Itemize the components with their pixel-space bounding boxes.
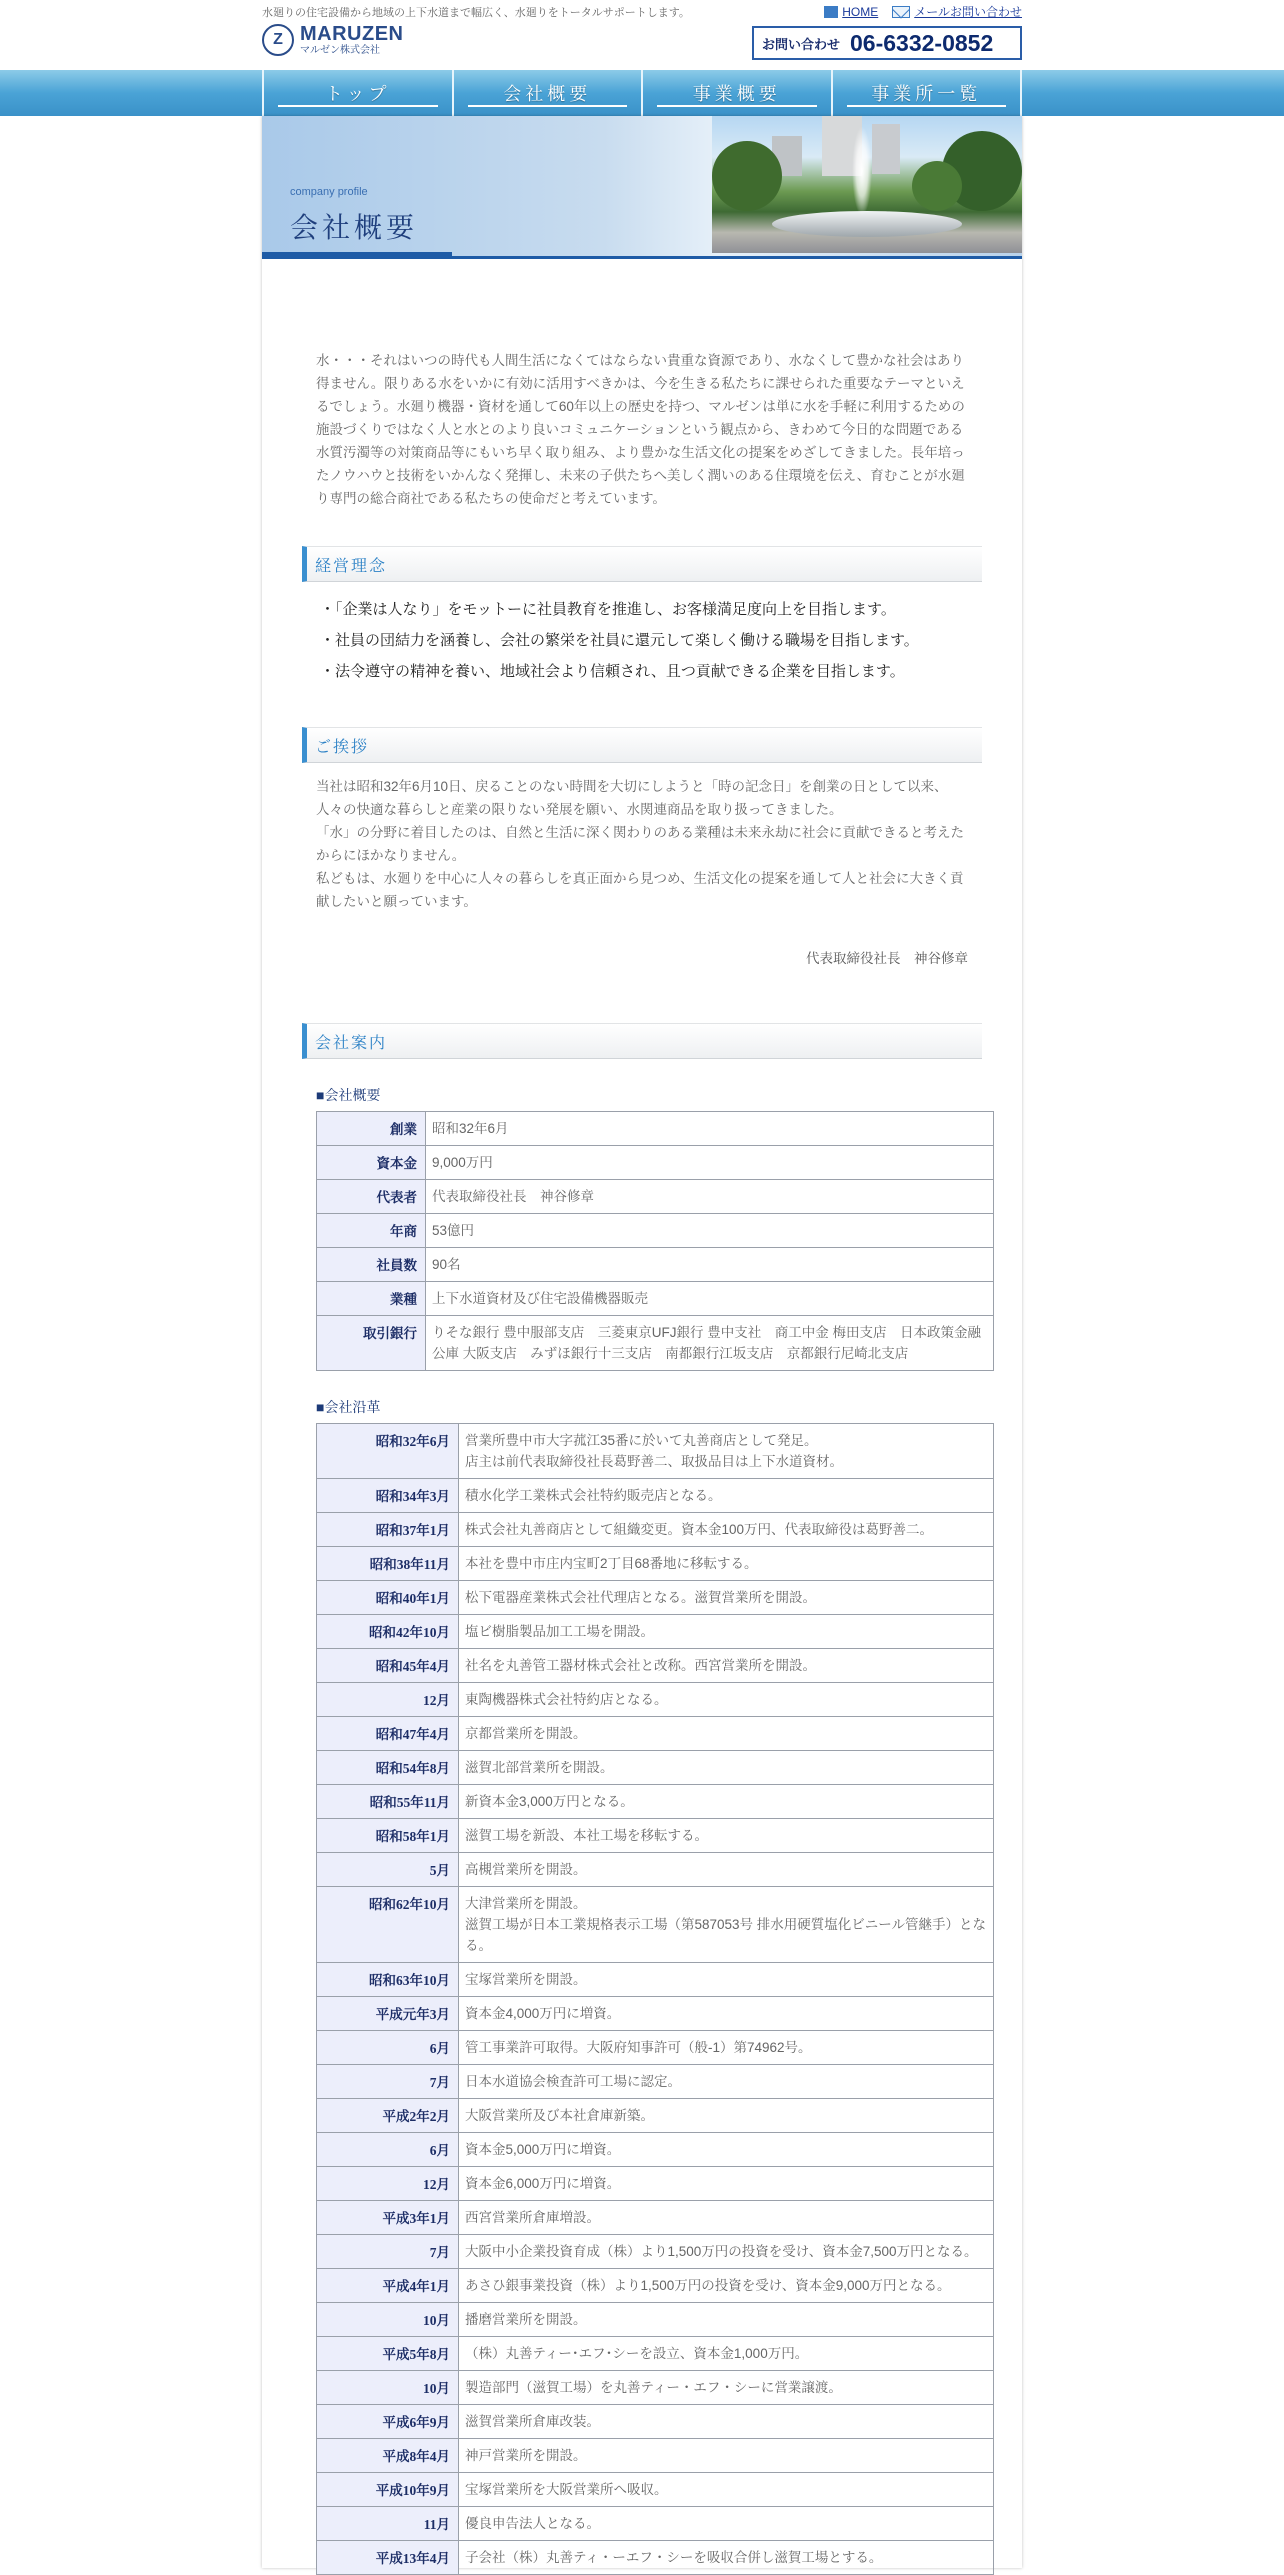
hero-banner [262, 116, 1022, 259]
table-row [317, 1751, 994, 1785]
row-value: 積水化学工業株式会社特約販売店となる。 [459, 1479, 994, 1513]
row-value: 9,000万円 [426, 1146, 994, 1180]
row-value: 資本金4,000万円に増資。 [459, 1997, 994, 2031]
tel-number: 06-6332-0852 [850, 29, 994, 56]
row-value: 優良申告法人となる。 [459, 2507, 994, 2541]
row-value: 松下電器産業株式会社代理店となる。滋賀営業所を開設。 [459, 1581, 994, 1615]
table-row [317, 2541, 994, 2575]
history-title: ■会社沿革 [316, 1399, 381, 1415]
logo-name-en: MARUZEN [300, 23, 404, 45]
greeting-paragraph: 私どもは、水廻りを中心に人々の暮らしを真正面から見つめ、生活文化の提案を通して人と社会に大きく貢献したいと願っています。 [316, 871, 964, 909]
mail-link-label: メールお問い合わせ [914, 5, 1022, 19]
table-row [317, 1853, 994, 1887]
global-nav-inner [262, 70, 1022, 116]
row-label: 平成13年4月 [317, 2541, 459, 2575]
row-label: 昭和34年3月 [317, 1479, 459, 1513]
row-value: 播磨営業所を開設。 [459, 2303, 994, 2337]
row-value: 大津営業所を開設。 滋賀工場が日本工業規格表示工場（第587053号 排水用硬質塩化ビニール管継手）となる。 [459, 1887, 994, 1963]
row-label: 昭和54年8月 [317, 1751, 459, 1785]
row-label: 10月 [317, 2303, 459, 2337]
table-row [317, 2099, 994, 2133]
row-label: 昭和63年10月 [317, 1963, 459, 1997]
row-value: 社名を丸善管工器材株式会社と改称。西宮営業所を開設。 [459, 1649, 994, 1683]
table-row [317, 2507, 994, 2541]
row-value: 90名 [426, 1248, 994, 1282]
table-row [317, 1316, 994, 1371]
table-row [317, 2235, 994, 2269]
row-label: 代表者 [317, 1180, 426, 1214]
history-table [316, 1423, 994, 2575]
row-label: 11月 [317, 2507, 459, 2541]
row-label: 平成8年4月 [317, 2439, 459, 2473]
table-row [317, 2167, 994, 2201]
table-row [317, 1424, 994, 1479]
row-value: あさひ銀事業投資（株）より1,500万円の投資を受け、資本金9,000万円となる。 [459, 2269, 994, 2303]
row-value: 京都営業所を開設。 [459, 1717, 994, 1751]
row-label: 昭和32年6月 [317, 1424, 459, 1479]
table-row [317, 1146, 994, 1180]
section-heading-company: 会社案内 [302, 1023, 982, 1059]
row-label: 業種 [317, 1282, 426, 1316]
row-value: 代表取締役社長 神谷修章 [426, 1180, 994, 1214]
row-value: 滋賀北部営業所を開設。 [459, 1751, 994, 1785]
row-value: 本社を豊中市庄内宝町2丁目68番地に移転する。 [459, 1547, 994, 1581]
table-row [317, 1180, 994, 1214]
table-row [317, 1248, 994, 1282]
row-value: 資本金5,000万円に増資。 [459, 2133, 994, 2167]
row-value: 上下水道資材及び住宅設備機器販売 [426, 1282, 994, 1316]
mail-icon [892, 6, 910, 18]
row-value: 資本金6,000万円に増資。 [459, 2167, 994, 2201]
table-row [317, 1581, 994, 1615]
top-links [824, 3, 1022, 20]
table-row [317, 2031, 994, 2065]
row-label: 7月 [317, 2065, 459, 2099]
row-label: 資本金 [317, 1146, 426, 1180]
row-value: 管工事業許可取得。大阪府知事許可（般-1）第74962号。 [459, 2031, 994, 2065]
row-label: 昭和47年4月 [317, 1717, 459, 1751]
nav-item-business[interactable]: 事業概要 [641, 70, 831, 116]
table-row [317, 2269, 994, 2303]
logo-mark-icon: Z [262, 24, 294, 56]
logo-text [300, 24, 404, 56]
row-label: 6月 [317, 2031, 459, 2065]
home-link-label: HOME [842, 4, 879, 19]
site-tagline: 水廻りの住宅設備から地域の上下水道まで幅広く、水廻りをトータルサポートします。 [262, 7, 690, 19]
table-row [317, 1717, 994, 1751]
row-value: 滋賀工場を新設、本社工場を移転する。 [459, 1819, 994, 1853]
row-value: 滋賀営業所倉庫改装。 [459, 2405, 994, 2439]
greeting-paragraph: 当社は昭和32年6月10日、戻ることのない時間を大切にしようと「時の記念日」を創業の日として以来、人々の快適な暮らしと産業の限りない発展を願い、水関連商品を取り扱ってきました。 [316, 779, 948, 817]
fountain-photo [712, 116, 1022, 253]
table-row [317, 1997, 994, 2031]
intro-text: 水・・・それはいつの時代も人間生活になくてはならない貴重な資源であり、水なくして豊かな社会はあり得ません。限りある水をいかに有効に活用すべきかは、今を生きる私たちに課せられた重要なテーマといえるでしょう。水廻り機器・資材を通して60年以上の歴史を持つ、マルゼンは単に水を手軽に利用するための施設づくりではなく人と水とのより良いコミュニケーションという観点から、きわめて今日的な問題である水質汚濁等の対策商品等にもいち早く取り組み、より豊かな生活文化の提案をめざしてきました。長年培ったノウハウと技術をいかんなく発揮し、未来の子供たちへ美しく潤いのある住環境を伝え、育むことが水廻り専門の総合商社である私たちの使命だと考えています。 [316, 353, 965, 506]
title-underline [262, 252, 452, 256]
table-row [317, 2133, 994, 2167]
table-row [317, 2371, 994, 2405]
row-value: 子会社（株）丸善ティ・ーエフ・シーを吸収合併し滋賀工場とする。 [459, 2541, 994, 2575]
row-label: 昭和37年1月 [317, 1513, 459, 1547]
table-row [317, 1819, 994, 1853]
row-label: 5月 [317, 1853, 459, 1887]
content-body [262, 259, 1022, 2575]
row-value: 神戸営業所を開設。 [459, 2439, 994, 2473]
row-value: 営業所豊中市大字菰江35番に於いて丸善商店として発足。 店主は前代表取締役社長葛野善二、取扱品目は上下水道資材。 [459, 1424, 994, 1479]
row-label: 取引銀行 [317, 1316, 426, 1371]
table-row [317, 1963, 994, 1997]
row-label: 平成6年9月 [317, 2405, 459, 2439]
overview-table [316, 1111, 994, 1371]
row-label: 平成5年8月 [317, 2337, 459, 2371]
home-icon [824, 6, 838, 18]
table-row [317, 1887, 994, 1963]
table-row [317, 1112, 994, 1146]
table-row [317, 2473, 994, 2507]
row-value: 高槻営業所を開設。 [459, 1853, 994, 1887]
row-label: 創業 [317, 1112, 426, 1146]
table-row [317, 1649, 994, 1683]
row-value: 株式会社丸善商店として組織変更。資本金100万円、代表取締役は葛野善二。 [459, 1513, 994, 1547]
list-item: ・法令遵守の精神を養い、地域社会より信頼され、且つ貢献できる企業を目指します。 [320, 662, 905, 680]
row-value: 宝塚営業所を開設。 [459, 1963, 994, 1997]
row-label: 昭和45年4月 [317, 1649, 459, 1683]
nav-item-offices[interactable]: 事業所一覧 [831, 70, 1023, 116]
row-label: 昭和58年1月 [317, 1819, 459, 1853]
company-logo[interactable] [262, 24, 404, 56]
section-heading-philosophy: 経営理念 [302, 546, 982, 582]
table-row [317, 2337, 994, 2371]
greeting-text [316, 775, 968, 913]
site-header [0, 0, 1284, 70]
global-nav [0, 70, 1284, 116]
table-row [317, 1615, 994, 1649]
row-value: 昭和32年6月 [426, 1112, 994, 1146]
row-label: 昭和38年11月 [317, 1547, 459, 1581]
table-row [317, 1479, 994, 1513]
row-value: 新資本金3,000万円となる。 [459, 1785, 994, 1819]
home-link[interactable] [824, 3, 878, 20]
tel-box [752, 26, 1022, 60]
row-value: 宝塚営業所を大阪営業所へ吸収。 [459, 2473, 994, 2507]
row-label: 12月 [317, 1683, 459, 1717]
row-label: 12月 [317, 2167, 459, 2201]
row-label: 平成4年1月 [317, 2269, 459, 2303]
philosophy-list [320, 594, 968, 687]
row-label: 昭和40年1月 [317, 1581, 459, 1615]
greeting-signature: 代表取締役社長 神谷修章 [806, 951, 968, 966]
table-row [317, 2065, 994, 2099]
table-row [317, 1785, 994, 1819]
hero-subtitle: company profile [290, 186, 368, 198]
nav-item-top[interactable]: トップ [262, 70, 452, 116]
row-label: 昭和62年10月 [317, 1887, 459, 1963]
row-label: 年商 [317, 1214, 426, 1248]
overview-title: ■会社概要 [316, 1087, 381, 1103]
row-value: りそな銀行 豊中服部支店 三菱東京UFJ銀行 豊中支社 商工中金 梅田支店 日本政策金融公庫 大阪支店 みずほ銀行十三支店 南都銀行江坂支店 京都銀行尼崎北支店 [426, 1316, 994, 1371]
row-value: 製造部門（滋賀工場）を丸善ティー・エフ・シーに営業譲渡。 [459, 2371, 994, 2405]
row-value: 53億円 [426, 1214, 994, 1248]
table-row [317, 2303, 994, 2337]
logo-name-ja: マルゼン株式会社 [300, 45, 380, 56]
row-label: 社員数 [317, 1248, 426, 1282]
table-row [317, 1214, 994, 1248]
row-value: 日本水道協会検査許可工場に認定。 [459, 2065, 994, 2099]
row-label: 昭和42年10月 [317, 1615, 459, 1649]
table-row [317, 2439, 994, 2473]
row-label: 平成2年2月 [317, 2099, 459, 2133]
tel-label: お問い合わせ [762, 36, 841, 52]
row-value: 塩ビ樹脂製品加工工場を開設。 [459, 1615, 994, 1649]
table-row [317, 1282, 994, 1316]
section-heading-greeting: ご挨拶 [302, 727, 982, 763]
mail-link[interactable] [892, 3, 1022, 20]
greeting-paragraph: 「水」の分野に着目したのは、自然と生活に深く関わりのある業種は未来永劫に社会に貢献できると考えたからにほかなりません。 [316, 825, 964, 863]
row-label: 7月 [317, 2235, 459, 2269]
nav-item-company[interactable]: 会社概要 [452, 70, 642, 116]
row-label: 平成3年1月 [317, 2201, 459, 2235]
row-value: 西宮営業所倉庫増設。 [459, 2201, 994, 2235]
page-title: 会社概要 [290, 211, 419, 244]
row-value: 大阪中小企業投資育成（株）より1,500万円の投資を受け、資本金7,500万円となる。 [459, 2235, 994, 2269]
table-row [317, 1513, 994, 1547]
table-row [317, 2405, 994, 2439]
table-row [317, 2201, 994, 2235]
list-item: ・社員の団結力を涵養し、会社の繁栄を社員に還元して楽しく働ける職場を目指します。 [320, 631, 919, 649]
table-row [317, 1683, 994, 1717]
row-value: 大阪営業所及び本社倉庫新築。 [459, 2099, 994, 2133]
row-value: 東陶機器株式会社特約店となる。 [459, 1683, 994, 1717]
main-content [262, 116, 1022, 2568]
row-label: 6月 [317, 2133, 459, 2167]
row-label: 10月 [317, 2371, 459, 2405]
row-label: 平成元年3月 [317, 1997, 459, 2031]
list-item: ・「企業は人なり」をモットーに社員教育を推進し、お客様満足度向上を目指します。 [320, 600, 896, 618]
row-value: （株）丸善ティー･エフ･シーを設立、資本金1,000万円。 [459, 2337, 994, 2371]
row-label: 平成10年9月 [317, 2473, 459, 2507]
row-label: 昭和55年11月 [317, 1785, 459, 1819]
table-row [317, 1547, 994, 1581]
